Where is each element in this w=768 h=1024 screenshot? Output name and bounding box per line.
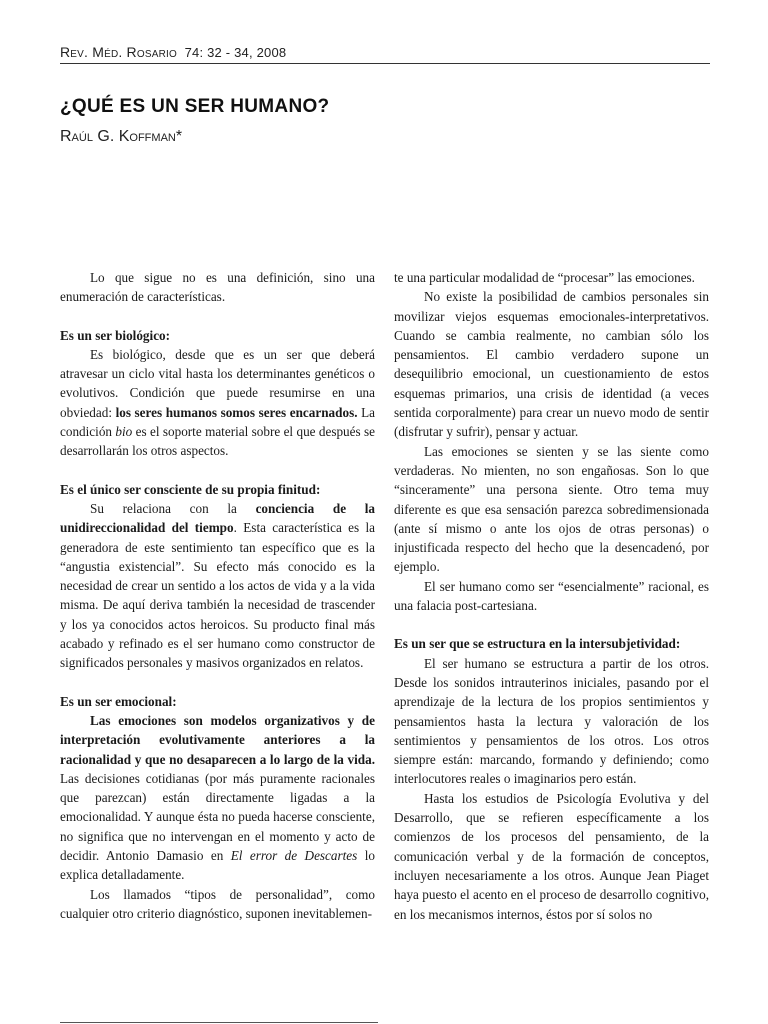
article-author: Raúl G. Koffman* (60, 128, 183, 145)
biological-paragraph: Es biológico, desde que es un ser que deberá atravesar un ciclo vital hasta los determinantes genéticos o evolutivos. Condición que puede resumirse en una obviedad: los seres humanos somos seres encarnados. La condición bio es el soporte material sobre el que después se desarrollarán los otros aspectos. (60, 346, 375, 459)
finitude-paragraph: Su relaciona con la conciencia de la unidireccionalidad del tiempo. Esta característica es la generadora de este sentimiento tan específico que es la “angustia existencial”. Su efecto más conocido es la necesidad de crear un sentido a los actos de vida y a la vida misma. De aquí deriva también la necesidad de trascender y los ya conocidos actos heroicos. Su producto final más acabado y refinado es el ser humano como constructor de significados personales y masivos organizados en relatos. (60, 500, 376, 671)
continued-paragraph: te una particular modalidad de “procesar” las emociones. (394, 270, 695, 285)
intersubjectivity-paragraph: El ser humano se estructura a partir de los otros. Desde los sonidos intrauterinos iniciales, pasando por el aprendizaje de la lectura de los propios sentimientos y pensamientos hasta la lectura y valoración de los sentimientos y pensamientos de los otros. Los otros siempre están: marcando, formando y definiendo; como interlocutores reales o imaginarios pero están. (394, 655, 709, 787)
section-heading-emotional: Es un ser emocional: (60, 693, 177, 709)
personality-paragraph: Los llamados “tipos de personalidad”, como cualquier otro criterio diagnóstico, suponen inevitablemen- (60, 886, 375, 921)
change-paragraph: No existe la posibilidad de cambios personales sin movilizar viejos esquemas emocionales-interpretativos. Cuando se cambia realmente, no cambian sólo los pensamientos. El cambio verdadero supone un desequilibrio emocional, un cuestionamiento de estos esquemas primarios, una crisis de identidad (a veces sentida corporalmente) para crear un nuevo modo de sentir (disfrutar y sufrir), pensar y actuar. (394, 289, 709, 440)
emotional-paragraph: Las emociones son modelos organizativos y de interpretación evolutivamente anteriores a la racionalidad y que no desaparecen a lo largo de la vida. Las decisiones cotidianas (por más puramente racionales que parezcan) están directamente ligadas a la emocionalidad. Y aunque ésta no pueda hacerse consciente, no significa que no intervengan en el momento y acto de decidir. Antonio Damasio en El error de Descartes lo explica detalladamente. (60, 712, 375, 883)
section-heading-finitude: Es el único ser consciente de su propia finitud: (60, 481, 321, 497)
journal-name: Rev. Méd. Rosario (60, 44, 177, 60)
right-column (394, 268, 709, 924)
article-title: ¿QUÉ ES UN SER HUMANO? (60, 96, 330, 117)
emotions-paragraph: Las emociones se sienten y se las siente como verdaderas. No mienten, no son engañosas. Son lo que “sinceramente” una persona siente. Otro tema muy diferente es que esa sensación parezca sobredimensionada (ante sí mismo o ante los ojos de otras personas) o injustificada respecto del hecho que la desencadenó, por ejemplo. (394, 443, 709, 575)
section-heading-intersubjectivity: Es un ser que se estructura en la intersubjetividad: (394, 636, 681, 652)
rational-paragraph: El ser humano como ser “esencialmente” racional, es una falacia post-cartesiana. (394, 578, 709, 614)
footnote-rule (60, 1022, 378, 1023)
left-column (60, 268, 375, 923)
running-header (60, 44, 710, 64)
psychology-paragraph: Hasta los estudios de Psicología Evolutiva y del Desarrollo, que se refieren específicamente a los comienzos de los procesos del pensamiento, de la comunicación verbal y de la formación de conceptos, incluyen necesariamente a los otros. Aunque Jean Piaget haya puesto el acento en el proceso de desarrollo cognitivo, en los mecanismos internos, éstos por sí solos no (394, 790, 709, 922)
intro-paragraph: Lo que sigue no es una definición, sino una enumeración de características. (60, 270, 375, 305)
journal-citation: 74: 32 - 34, 2008 (184, 45, 287, 60)
section-heading-biological: Es un ser biológico: (60, 327, 171, 343)
